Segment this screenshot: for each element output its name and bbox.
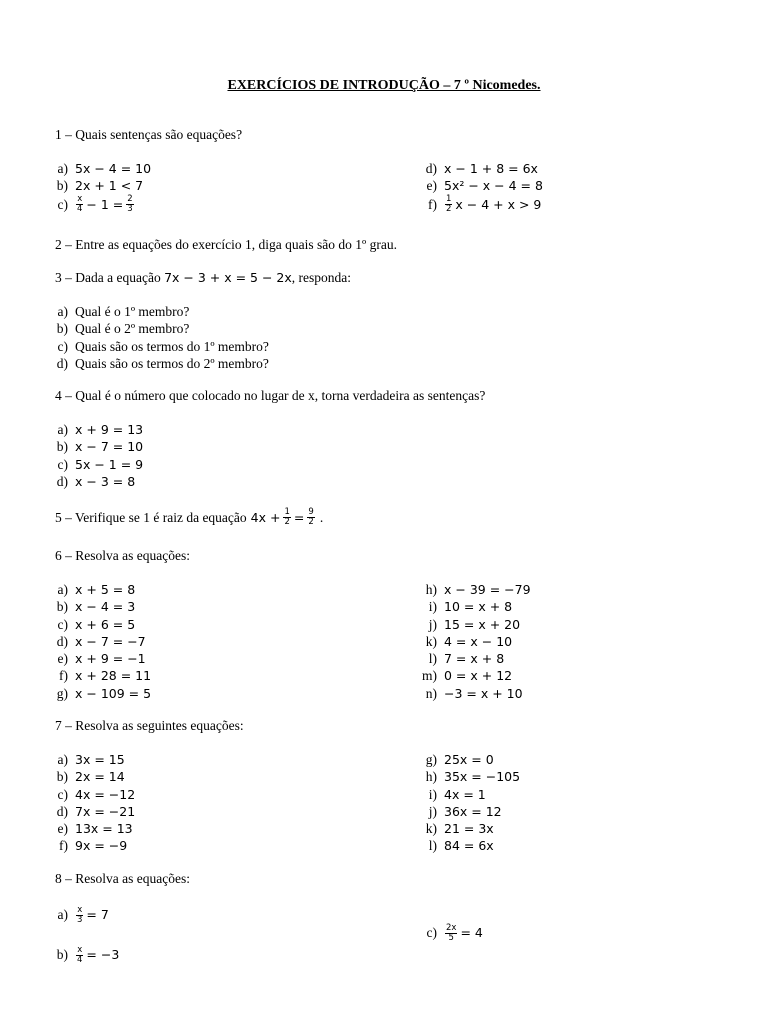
fraction [445,195,452,214]
equation: 4 = x − 10 [444,633,513,649]
equation: x − 4 = 3 [75,599,136,615]
equation: x + 9 = 13 [75,422,144,437]
equation: x − 3 = 8 [75,473,136,489]
equation: x + 28 = 11 [75,668,152,684]
list-item [49,195,151,215]
equation [75,195,135,214]
item-label: b) [56,178,68,194]
item-label: a) [57,752,68,767]
fraction-numerator: x [77,194,83,205]
list-item [49,421,143,438]
list-item [49,320,269,337]
item-label: c) [57,616,68,632]
item-label: a) [57,304,68,319]
question-4-prompt: 4 – Qual é o número que colocado no lugar de x, torna verdadeira as sentenças? [55,388,486,403]
list-item [418,177,543,194]
equation [251,508,316,527]
fraction-numerator: 2 [127,194,133,205]
equation-equals: = [293,510,305,525]
item-text: Qual é o 1º membro? [75,304,190,319]
item-label: a) [57,582,68,597]
list-item [49,667,151,684]
item-label: h) [425,582,437,597]
fraction [445,924,457,943]
question-7-right-column [418,751,520,855]
equation: x − 109 = 5 [75,685,152,701]
list-item [49,438,143,455]
item-label: b) [56,321,68,337]
equation: 2x = 14 [75,769,125,785]
item-label: d) [56,633,68,649]
item-label: n) [425,685,437,701]
list-item [49,650,151,667]
equation-rest: = 4 [460,925,483,941]
equation: 5x − 1 = 9 [75,456,144,472]
equation: −3 = x + 10 [444,685,523,701]
prompt-text: 3 – Dada a equação [55,270,161,285]
equation: 5x − 4 = 10 [75,161,152,176]
item-label: f) [59,668,68,684]
fraction-denominator: 4 [77,954,83,965]
fraction-denominator: 4 [77,204,83,215]
fraction-denominator: 5 [448,932,454,943]
item-label: l) [428,651,437,667]
list-item [49,355,269,372]
equation: 5x² − x − 4 = 8 [444,178,543,194]
equation: x − 39 = −79 [444,582,531,597]
question-7-prompt: 7 – Resolva as seguintes equações: [55,718,244,733]
equation: 7x − 3 + x = 5 − 2x [164,270,292,285]
question-8-item-a [49,904,109,926]
fraction-denominator: 2 [284,517,290,527]
list-item [418,633,531,650]
fraction-numerator: 9 [308,507,314,517]
list-item [49,751,135,768]
list-item [418,685,531,702]
equation: 7 = x + 8 [444,651,505,667]
equation [444,924,483,943]
equation: 13x = 13 [75,821,133,837]
equation [75,946,119,965]
equation-middle: − 1 = [86,196,124,212]
list-item [418,922,483,944]
list-item [418,803,520,820]
item-label: i) [428,786,437,802]
item-label: g) [56,685,68,701]
list-item [49,473,143,490]
equation: 3x = 15 [75,752,125,767]
item-text: Qual é o 2º membro? [75,321,190,337]
list-item [418,616,531,633]
question-1-right-column [418,160,543,215]
equation: x − 1 + 8 = 6x [444,161,538,176]
item-label: e) [57,651,68,667]
question-8-item-c [418,922,483,944]
item-label: e) [57,821,68,837]
question-4-items [49,421,143,490]
question-6-right-column [418,581,531,702]
fraction [76,906,83,925]
list-item [49,786,135,803]
prompt-text: 5 – Verifique se 1 é raiz da equação [55,509,247,525]
item-label: a) [57,907,68,923]
fraction-denominator: 3 [77,914,83,925]
item-label: k) [425,821,437,837]
list-item [49,768,135,785]
list-item [418,598,531,615]
list-item [418,820,520,837]
list-item [49,303,269,320]
fraction [307,508,314,527]
equation-rest: = −3 [86,947,120,963]
equation: 25x = 0 [444,752,494,767]
item-label: a) [57,161,68,176]
equation: x − 7 = 10 [75,439,144,455]
list-item [418,837,520,854]
list-item [49,160,151,177]
fraction-numerator: x [77,944,83,955]
list-item [418,751,520,768]
item-label: i) [428,599,437,615]
item-label: l) [428,838,437,854]
prompt-text: , responda: [291,270,351,285]
equation: 84 = 6x [444,838,494,854]
list-item [418,160,543,177]
equation: 0 = x + 12 [444,668,513,684]
equation: 9x = −9 [75,838,128,854]
equation: x + 6 = 5 [75,616,136,632]
question-1-left-column [49,160,151,215]
item-label: b) [56,769,68,785]
item-text: Quais são os termos do 2º membro? [75,355,269,371]
list-item [49,685,151,702]
list-item [418,195,543,215]
equation: 4x = 1 [444,786,486,802]
item-label: j) [428,803,437,819]
equation: 2x + 1 < 7 [75,178,144,194]
item-label: b) [56,947,68,963]
question-8-prompt: 8 – Resolva as equações: [55,871,190,886]
fraction [76,195,83,214]
list-item [49,633,151,650]
item-text: Quais são os termos do 1º membro? [75,338,269,354]
item-label: k) [425,633,437,649]
list-item [418,650,531,667]
fraction-numerator: 2x [446,922,457,933]
equation: 10 = x + 8 [444,599,513,615]
question-2-prompt: 2 – Entre as equações do exercício 1, diga quais são do 1º grau. [55,237,397,252]
list-item [49,177,151,194]
equation [444,195,541,214]
question-3-prompt [55,270,351,286]
item-label: d) [56,803,68,819]
list-item [49,837,135,854]
question-7-left-column [49,751,135,855]
list-item [49,904,109,926]
fraction-denominator: 2 [446,204,452,215]
list-item [49,820,135,837]
item-label: j) [428,616,437,632]
item-label: c) [57,456,68,472]
list-item [49,456,143,473]
item-label: d) [425,161,437,176]
equation: x − 7 = −7 [75,633,146,649]
item-label: d) [56,355,68,371]
equation: 21 = 3x [444,821,494,837]
question-3-items [49,303,269,372]
list-item [418,768,520,785]
worksheet-title: EXERCÍCIOS DE INTRODUÇÃO – 7 º Nicomedes. [227,78,541,93]
list-item [418,667,531,684]
item-label: b) [56,439,68,455]
equation: 36x = 12 [444,803,502,819]
question-1-prompt: 1 – Quais sentenças são equações? [55,127,243,142]
question-6-left-column [49,581,151,702]
equation: 15 = x + 20 [444,616,521,632]
equation [75,906,109,925]
fraction-denominator: 2 [308,517,314,527]
list-item [49,616,151,633]
equation-rest: = 7 [86,907,109,923]
item-label: c) [57,338,68,354]
list-item [49,598,151,615]
equation-rest: x − 4 + x > 9 [455,196,542,212]
item-label: e) [426,178,437,194]
question-5-prompt [55,508,323,527]
item-label: d) [56,473,68,489]
equation-lead: 4x + [250,510,281,525]
equation: 35x = −105 [444,769,521,785]
fraction [126,195,133,214]
fraction-denominator: 3 [127,204,133,215]
list-item [49,338,269,355]
list-item [49,944,119,966]
list-item [49,803,135,820]
equation: x + 9 = −1 [75,651,146,667]
item-label: g) [425,752,437,767]
equation: x + 5 = 8 [75,582,136,597]
fraction-numerator: 1 [446,194,452,205]
item-label: f) [59,838,68,854]
fraction-numerator: x [77,904,83,915]
list-item [418,581,531,598]
item-label: b) [56,599,68,615]
question-6-prompt: 6 – Resolva as equações: [55,548,190,563]
item-label: a) [57,422,68,437]
item-label: c) [57,196,68,212]
fraction [76,946,83,965]
list-item [418,786,520,803]
item-label: h) [425,769,437,785]
fraction-numerator: 1 [284,507,290,517]
question-8-item-b [49,944,119,966]
item-label: c) [57,786,68,802]
fraction [283,508,290,527]
prompt-text: . [319,509,324,525]
equation: 4x = −12 [75,786,136,802]
list-item [49,581,151,598]
item-label: m) [422,668,437,684]
item-label: c) [426,925,437,941]
item-label: f) [428,196,437,212]
equation: 7x = −21 [75,803,136,819]
